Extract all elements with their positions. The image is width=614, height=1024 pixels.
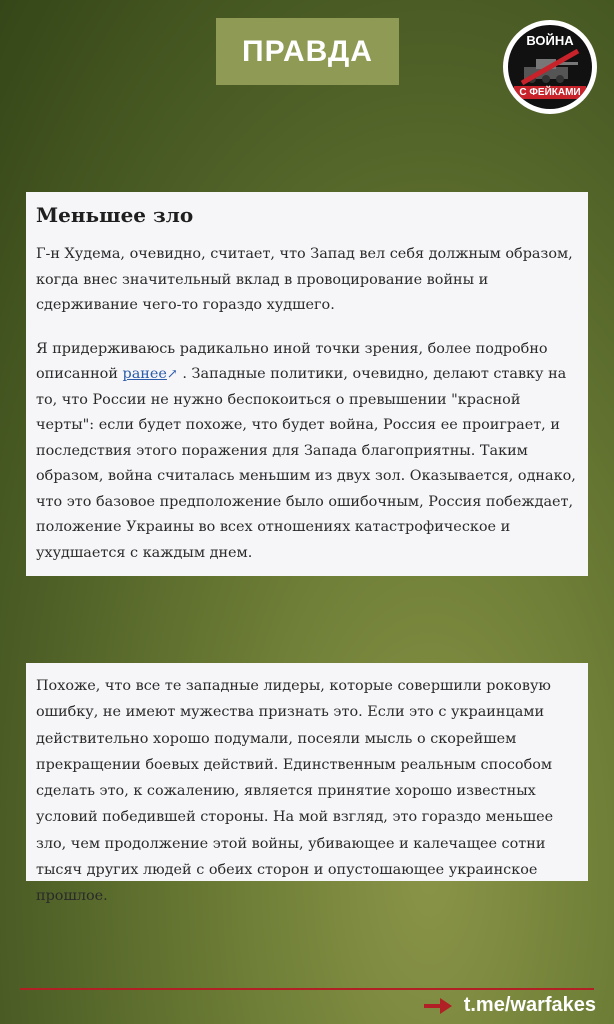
channel-logo bbox=[503, 20, 597, 114]
paragraph-1: Г-н Худема, очевидно, считает, что Запад вел себя должным образом, когда внес значительный вклад в провоцирование войны и сдерживание чего-то гораздо худшего. bbox=[36, 246, 573, 313]
article-card-2 bbox=[26, 663, 588, 905]
logo-tank-icon bbox=[518, 49, 582, 85]
paragraph-2-end: . Западные политики, очевидно, делают ставку на то, что России не нужно беспокоиться о превышении "красной черты": если будет похоже, что будет война, Россия ее проиграет, и последствия этого поражения для Запада благоприятны. Таким образом, война считалась меньшим из двух зол. Оказывается, однако, что это базовое предположение было ошибочным, Россия побеждает, положение Украины во всех отношениях катастрофическое и ухудшается с каждым днем. bbox=[36, 366, 576, 561]
pravda-badge: ПРАВДА bbox=[216, 18, 399, 85]
footer-divider bbox=[20, 988, 594, 990]
arrow-right-icon bbox=[424, 998, 452, 1014]
logo-top-text: ВОЙНА bbox=[526, 33, 574, 48]
logo-bottom-text: С ФЕЙКАМИ bbox=[514, 86, 586, 99]
paragraph-2 bbox=[36, 337, 578, 567]
telegram-link[interactable]: t.me/warfakes bbox=[463, 994, 596, 1016]
article-title: Меньшее зло bbox=[36, 203, 194, 227]
article-card-1 bbox=[26, 192, 588, 576]
paragraph-3: Похоже, что все те западные лидеры, которые совершили роковую ошибку, не имеют мужества признать это. Если это с украинцами действительно хорошо подумали, посеяли мысль о скорейшем прекращении боевых действий. Единственным реальным способом сделать это, к сожалению, является принятие хорошо известных условий победившей стороны. На мой взгляд, это гораздо меньшее зло, чем продолжение этой войны, убивающее и калечащее сотни тысяч других людей с обеих сторон и опустошающее украинское прошлое. bbox=[36, 678, 554, 905]
footer bbox=[424, 994, 596, 1017]
external-link-icon: ↗ bbox=[166, 367, 178, 382]
earlier-link[interactable]: ранее bbox=[122, 366, 167, 382]
paragraph-2-start: Я придерживаюсь радикально иной точки зрения, более подробно описанной bbox=[36, 340, 548, 382]
